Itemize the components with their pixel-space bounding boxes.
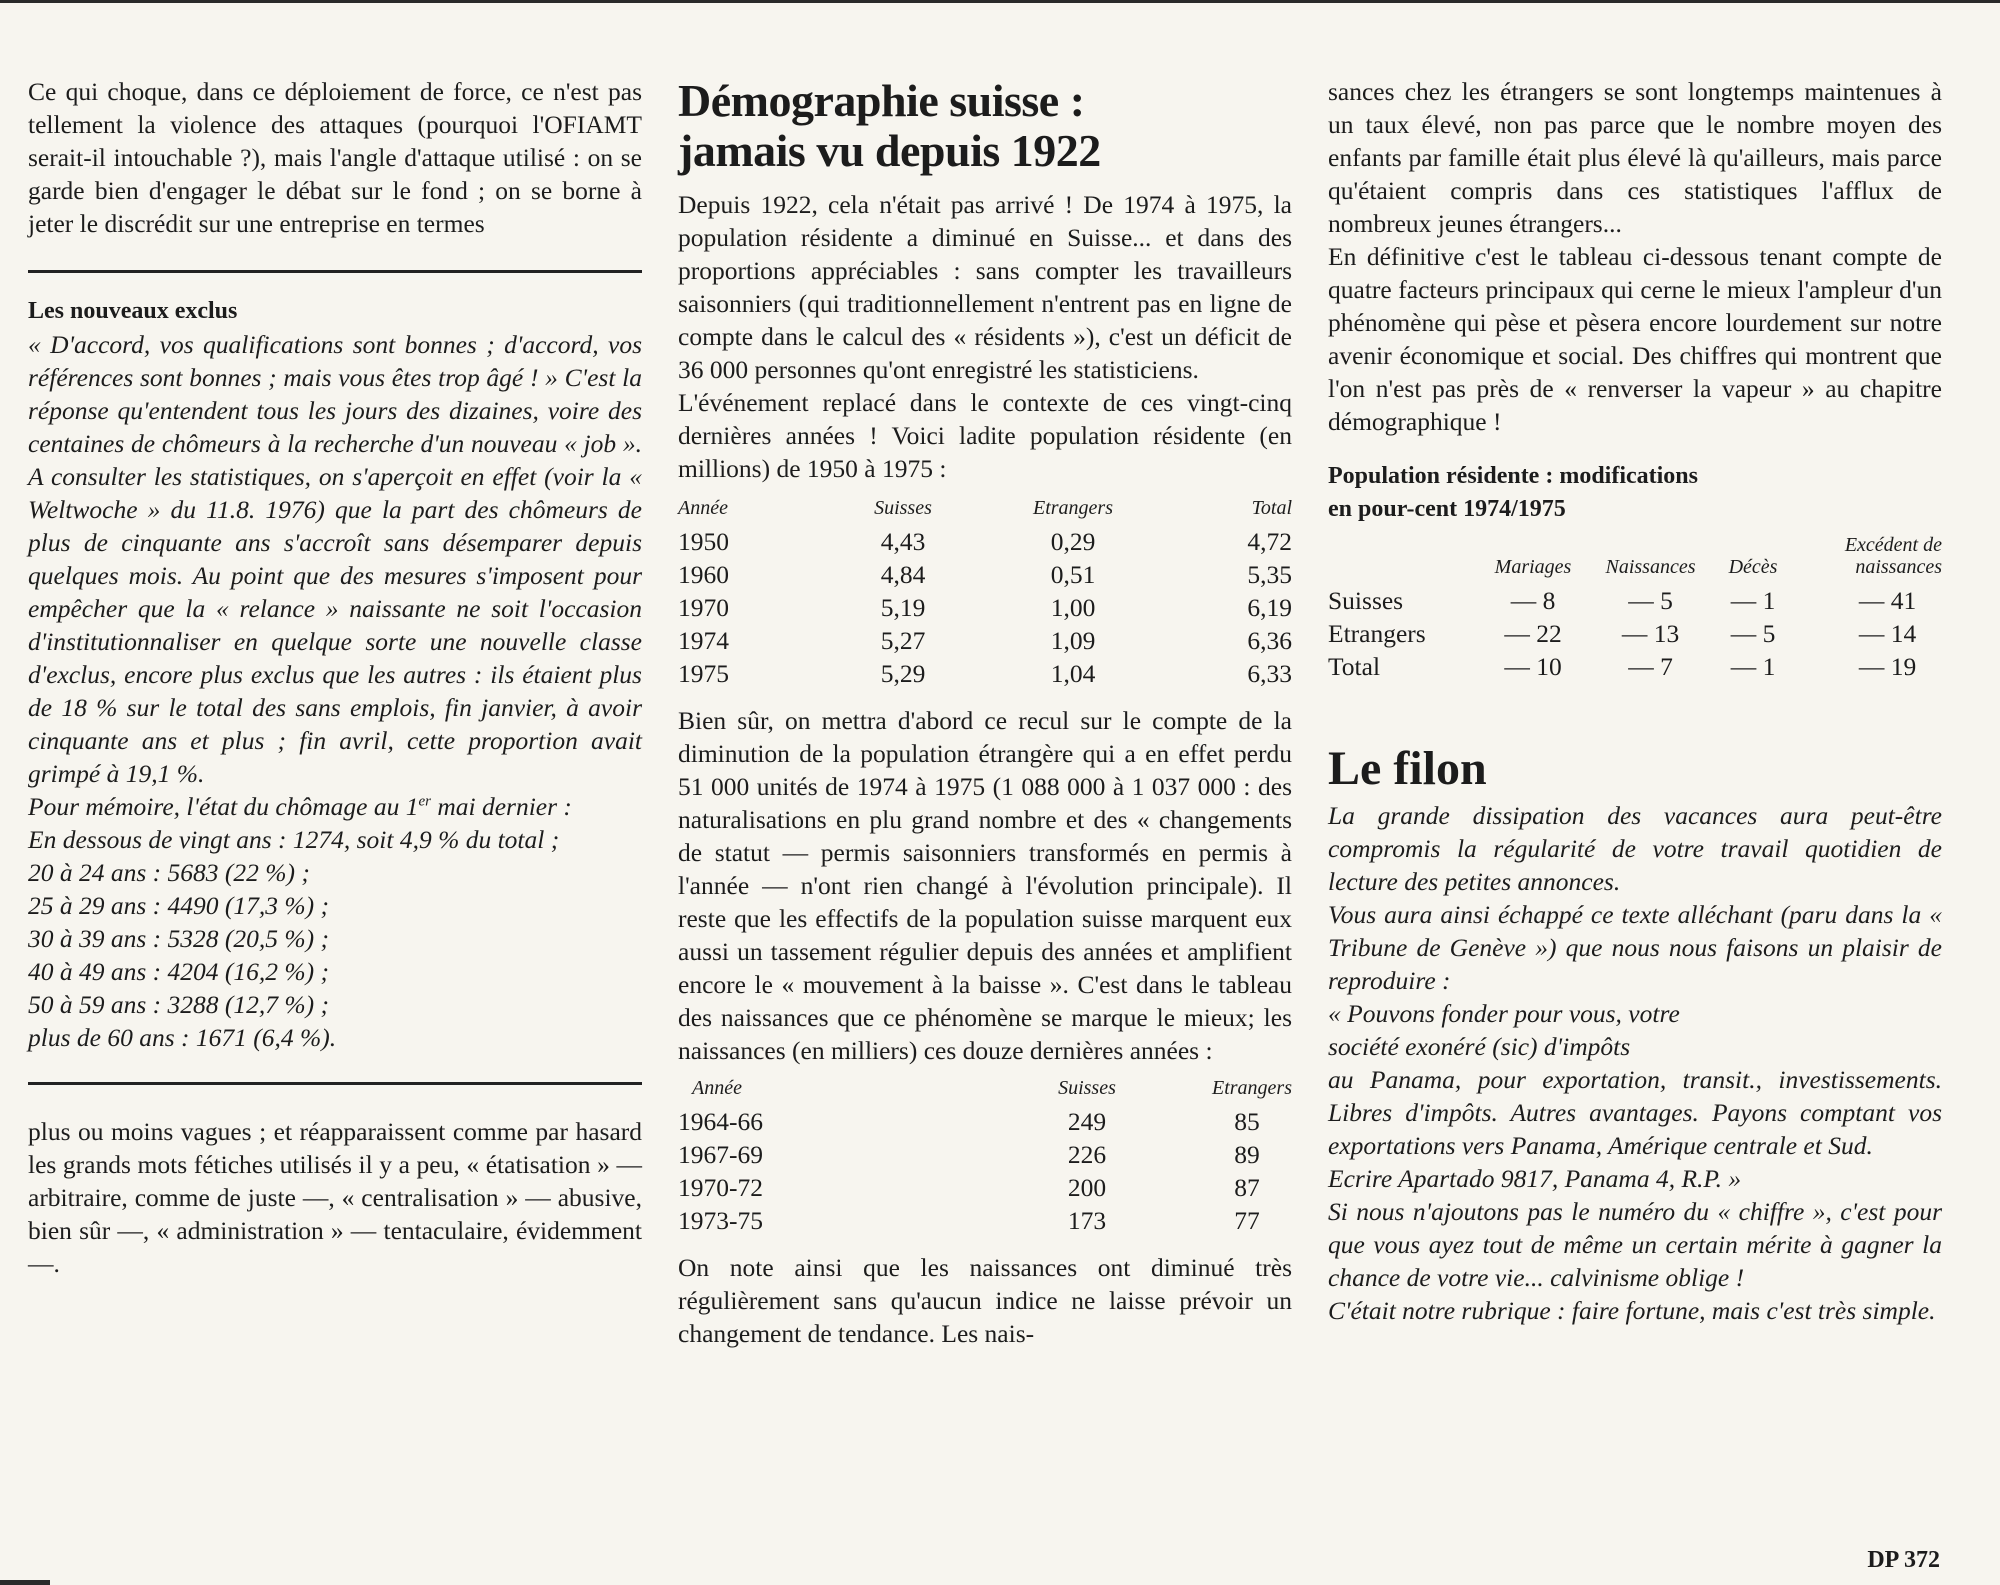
table-row: 1964-66 249 85 [678, 1107, 1260, 1136]
column-left [28, 0, 642, 1280]
table-row: 1950 4,43 0,29 4,72 [678, 527, 1292, 556]
article-title: Démographie suisse : jamais vu depuis 1922 [678, 75, 1101, 176]
table-row: Suisses — 8 — 5 — 1 — 41 [1328, 586, 1917, 615]
filon-paragraph-3: Si nous n'ajoutons pas le numéro du « chiffre », c'est pour que vous ayez tout de même un certain mérite à gagner la chance de votre vie... calvinisme oblige ! [1328, 1197, 1942, 1292]
table-row: Total — 10 — 7 — 1 — 19 [1328, 652, 1917, 681]
sidebar-title: Les nouveaux exclus [28, 298, 238, 324]
sidebar-memo: Pour mémoire, l'état du chômage au 1er mai dernier : [28, 792, 572, 821]
table-row: 1970-72 200 87 [678, 1173, 1260, 1202]
paragraph-1: Depuis 1922, cela n'était pas arrivé ! De 1974 à 1975, la population résidente a diminué en Suisse... et dans des proportions appréciables : sans compter les travailleurs saisonniers (qui traditionnellement n'entrent pas en ligne de compte dans le calcul des « résidents »), c'est un déficit de 36 000 personnes qu'ont enregistré les statisticiens. [678, 190, 1292, 384]
list-item: 30 à 39 ans : 5328 (20,5 %) ; [28, 924, 330, 953]
list-item: 40 à 49 ans : 4204 (16,2 %) ; [28, 957, 330, 986]
filon-paragraph-2: Vous aura ainsi échappé ce texte alléchant (paru dans la « Tribune de Genève ») que nous nous faisons un plaisir de reproduire : [1328, 900, 1942, 995]
column-right [1328, 0, 1942, 1327]
table-row: Etrangers — 22 — 13 — 5 — 14 [1328, 619, 1917, 648]
table-row: 1973-75 173 77 [678, 1206, 1260, 1235]
filon-paragraph-1: La grande dissipation des vacances aura peut-être compromis la régularité de votre travail quotidien de lecture des petites annonces. [1328, 801, 1942, 896]
list-item: En dessous de vingt ans : 1274, soit 4,9 % du total ; [28, 825, 560, 854]
sidebar-top-rule [28, 270, 642, 273]
filon-paragraph-4: C'était notre rubrique : faire fortune, mais c'est très simple. [1328, 1296, 1936, 1325]
table-row: 1967-69 226 89 [678, 1140, 1260, 1169]
ad-line: société exonéré (sic) d'impôts [1328, 1032, 1631, 1061]
table-row: 1970 5,19 1,00 6,19 [678, 593, 1292, 622]
paragraph-4: On note ainsi que les naissances ont diminué très régulièrement sans qu'aucun indice ne laisse prévoir un changement de tendance. Les nais- [678, 1253, 1292, 1348]
page-footer: DP 372 [1867, 1547, 1940, 1573]
outro-paragraph: plus ou moins vagues ; et réapparaissent comme par hasard les grands mots fétiches utilisés il y a peu, « étatisation » — arbitraire, comme de juste —, « centralisation » — abusive, bien sûr —, « administration » — tentaculaire, évidemment —. [28, 1117, 642, 1278]
table-row: 1960 4,84 0,51 5,35 [678, 560, 1292, 589]
ad-body: au Panama, pour exportation, transit., investissements. Libres d'impôts. Autres avantages. Payons comptant vos exportations vers Panama, Amérique centrale et Sud. [1328, 1065, 1942, 1160]
list-item: plus de 60 ans : 1671 (6,4 %). [28, 1023, 337, 1052]
list-item: 20 à 24 ans : 5683 (22 %) ; [28, 858, 310, 887]
column-middle [678, 0, 1292, 1350]
unemployment-list [28, 823, 642, 1054]
table-title: Population résidente : modifications en pour-cent 1974/1975 [1328, 463, 1698, 522]
bottom-rule [0, 1580, 50, 1585]
paragraph-continued: sances chez les étrangers se sont longtemps maintenues à un taux élevé, non pas parce que le nombre moyen des enfants par famille était plus élevé là qu'ailleurs, mais parce qu'étaient compris dans ces statistiques l'afflux de nombreux jeunes étrangers... [1328, 77, 1942, 238]
table-header-row: Mariages Naissances Décès Excédent de naissances [1494, 534, 1942, 578]
list-item: 25 à 29 ans : 4490 (17,3 %) ; [28, 891, 330, 920]
table-header-row: Année Suisses Etrangers Total [678, 497, 1292, 519]
sidebar-body: « D'accord, vos qualifications sont bonnes ; d'accord, vos références sont bonnes ; mais vous êtes trop âgé ! » C'est la réponse qu'entendent tous les jours des dizaines, voire des centaines de chômeurs à la recherche d'un nouveau « job ». A consulter les statistiques, on s'aperçoit en effet (voir la « Weltwoche » du 11.8. 1976) que la part des chômeurs de plus de cinquante ans s'accroît sans désemparer depuis quelques mois. Au point que des mesures s'imposent pour empêcher que la « relance » naissante ne soit l'occasion d'institutionnaliser en quelque sorte une nouvelle classe d'exclus, encore plus exclus que les autres : ils étaient plus de 18 % sur le total des sans emplois, fin janvier, à avoir cinquante ans et plus ; fin avril, cette proportion avait grimpé à 19,1 %. [28, 330, 642, 788]
intro-paragraph: Ce qui choque, dans ce déploiement de force, ce n'est pas tellement la violence des attaques (pourquoi l'OFIAMT serait-il intouchable ?), mais l'angle d'attaque utilisé : on se garde bien d'engager le débat sur le fond ; on se borne à jeter le discrédit sur une entreprise en termes [28, 77, 642, 238]
ad-address: Ecrire Apartado 9817, Panama 4, R.P. » [1328, 1164, 1742, 1193]
changes-table [1328, 534, 1942, 683]
list-item: 50 à 59 ans : 3288 (12,7 %) ; [28, 990, 330, 1019]
table-row: 1974 5,27 1,09 6,36 [678, 626, 1292, 655]
paragraph-3: Bien sûr, on mettra d'abord ce recul sur le compte de la diminution de la population étrangère qui a en effet perdu 51 000 unités de 1974 à 1975 (1 088 000 à 1 037 000 : des naturalisations en plu grand nombre et des « changements de statut — permis saisonniers transformés en permis à l'année — n'ont rien changé à l'évolution principale). Il reste que les effectifs de la population suisse marquent eux aussi un tassement régulier depuis des années et amplifient encore le « mouvement à la baisse ». C'est dans le tableau des naissances que ce phénomène se marque le mieux; les naissances (en milliers) ces douze dernières années : [678, 706, 1292, 1065]
filon-title: Le filon [1328, 742, 1487, 795]
births-table [678, 1077, 1292, 1237]
paragraph-conclusion: En définitive c'est le tableau ci-dessous tenant compte de quatre facteurs principaux qui cerne le mieux l'ampleur d'un phénomène qui pèse et pèsera encore lourdement sur notre avenir économique et social. Des chiffres qui montrent que l'on n'est pas près de « renverser la vapeur » au chapitre démographique ! [1328, 242, 1942, 436]
paragraph-2: L'événement replacé dans le contexte de ces vingt-cinq dernières années ! Voici ladite population résidente (en millions) de 1950 à 1975 : [678, 388, 1292, 483]
sidebar-bottom-rule [28, 1082, 642, 1085]
ad-line: « Pouvons fonder pour vous, votre [1328, 999, 1680, 1028]
table-row: 1975 5,29 1,04 6,33 [678, 659, 1292, 688]
table-header-row: Année Suisses Etrangers [692, 1077, 1292, 1099]
population-table [678, 497, 1292, 690]
